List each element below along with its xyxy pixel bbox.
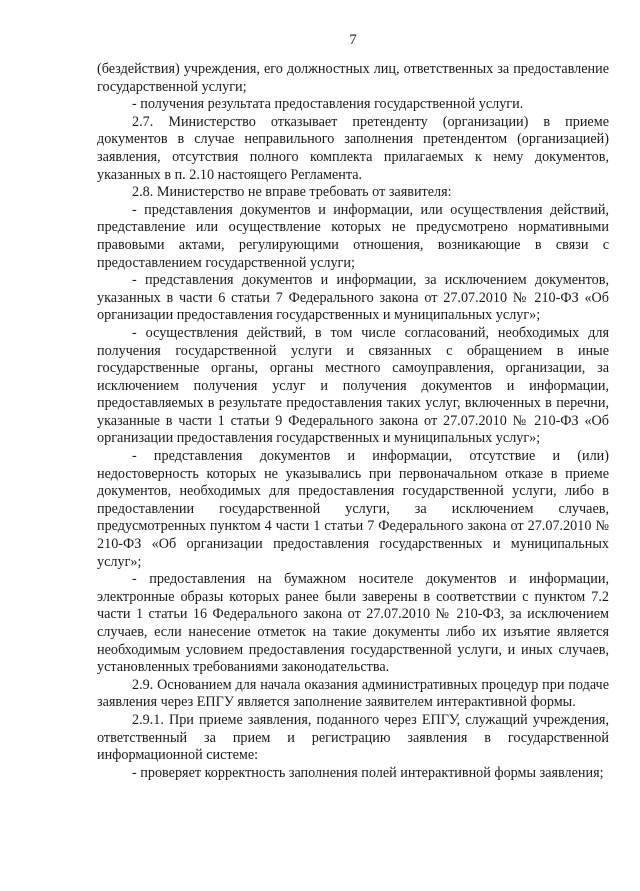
paragraph: - получения результата предоставления государственной услуги.: [132, 96, 524, 113]
paragraph: - осуществления действий, в том числе согласований, необходимых для получения государственной услуги и связанных с обращением в иные государственные органы, органы местного самоуправления, организации, за исключением получения услуг и получения документов и информации, предоставляемых в результате предоставления таких услуг, включенных в перечни, указанные в части 1 статьи 9 Федерального закона от 27.07.2010 № 210-ФЗ «Об организации предоставления государственных и муниципальных услуг»;: [97, 324, 609, 447]
paragraph: 2.9.1. При приеме заявления, поданного через ЕПГУ, служащий учреждения, ответственный за прием и регистрацию заявления в государственной информационной системе:: [97, 711, 609, 764]
paragraph: 2.8. Министерство не вправе требовать от заявителя:: [132, 184, 452, 201]
paragraph: - проверяет корректность заполнения полей интерактивной формы заявления;: [132, 764, 604, 781]
paragraph: - предоставления на бумажном носителе документов и информации, электронные образы которых ранее были заверены в соответствии с пунктом 7.2 части 1 статьи 16 Федерального закона от 27.07.2010 № 210-ФЗ, за исключением случаев, если нанесение отметок на такие документы либо их изъятие является необходимым условием предоставления государственной услуги, и иных случаев, установленных требованиями законодательства.: [97, 571, 609, 676]
paragraph: 2.7. Министерство отказывает претенденту (организации) в приеме документов в случае неправильного заполнения претендентом (организацией) заявления, отсутствия полного комплекта прилагаемых к нему документов, указанных в п. 2.10 настоящего Регламента.: [97, 113, 609, 183]
paragraph: - представления документов и информации, отсутствие и (или) недостоверность которых не указывались при первоначальном отказе в приеме документов, необходимых для предоставления государственной услуги, либо в предоставлении государственной услуги, за исключением случаев, предусмотренных пунктом 4 части 1 статьи 7 Федерального закона от 27.07.2010 № 210-ФЗ «Об организации предоставления государственных и муниципальных услуг»;: [97, 448, 609, 570]
page-number: 7: [349, 32, 357, 48]
paragraph: (бездействия) учреждения, его должностных лиц, ответственных за предоставление государственной услуги;: [97, 61, 609, 95]
paragraph: - представления документов и информации, или осуществления действий, представление или осуществление которых не предусмотрено нормативными правовыми актами, регулирующими отношения, возникающие в связи с предоставлением государственной услуги;: [97, 201, 609, 271]
paragraph: - представления документов и информации, за исключением документов, указанных в части 6 статьи 7 Федерального закона от 27.07.2010 № 210-ФЗ «Об организации предоставления государственных и муниципальных услуг»;: [97, 272, 609, 324]
document-page: [97, 30, 609, 782]
paragraph: 2.9. Основанием для начала оказания административных процедур при подаче заявления через ЕПГУ является заполнение заявителем интерактивной формы.: [97, 676, 609, 711]
document-body: [97, 61, 609, 782]
